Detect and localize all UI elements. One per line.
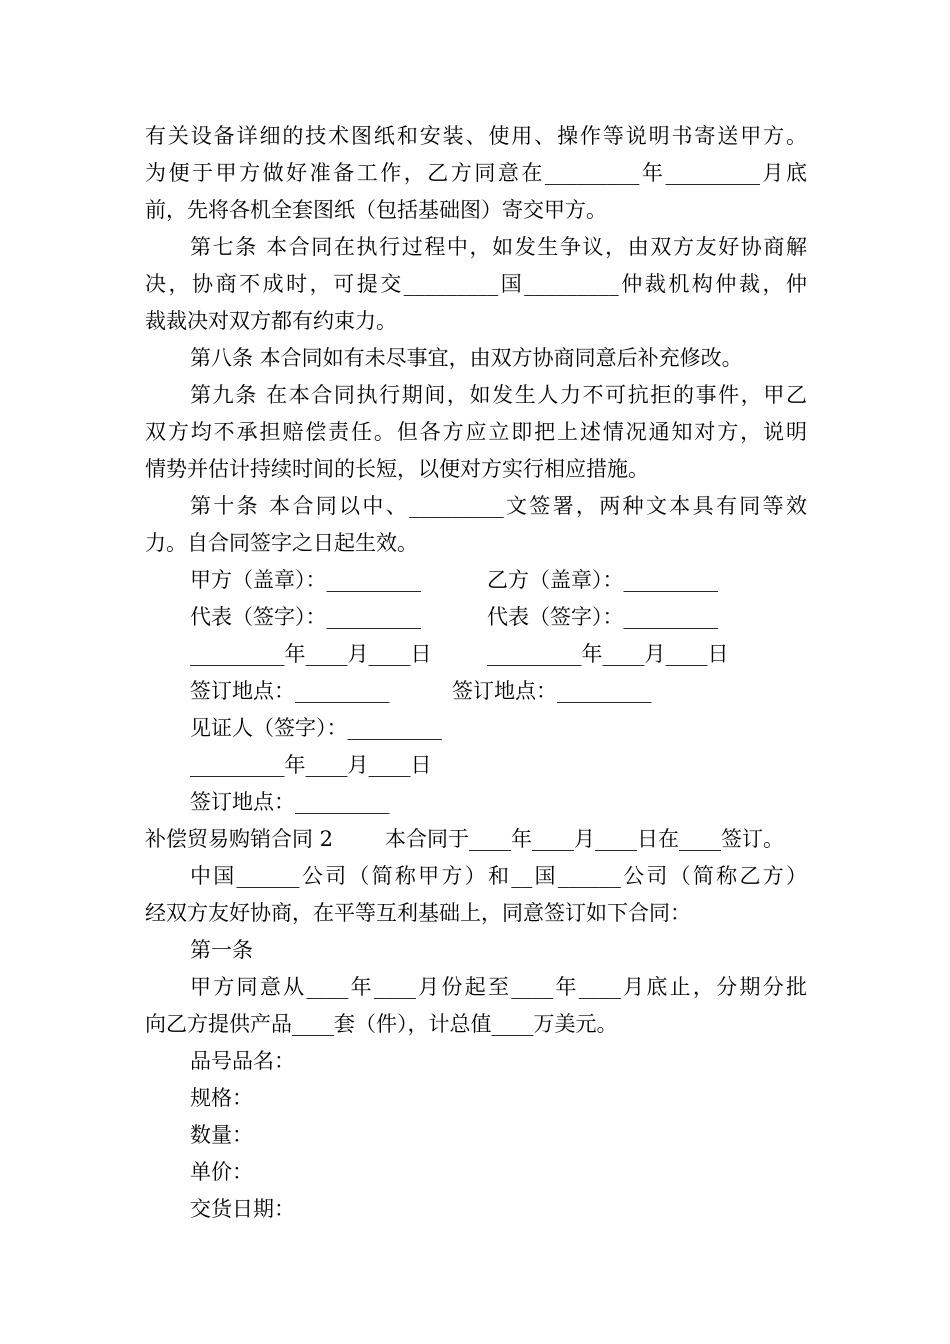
signature-row [190, 565, 807, 595]
field-product-name: 品号品名： [190, 1049, 295, 1073]
signature-row [190, 676, 807, 706]
text-line: 有关设备详细的技术图纸和安装、使用、操作等说明书寄送甲方。 [145, 124, 807, 148]
party-a-rep: 代表（签字）：_________ [190, 605, 421, 629]
field-quantity: 数量： [190, 1123, 253, 1147]
clause-1-heading: 第一条 [190, 938, 253, 962]
text-line: 双方均不承担赔偿责任。但各方应立即把上述情况通知对方，说明 [145, 420, 807, 444]
party-b-seal: 乙方（盖章）：_________ [487, 568, 718, 592]
text-line: 甲方同意从____年____月份起至____年____月底止，分期分批 [190, 975, 807, 999]
text-line: 经双方友好协商，在平等互利基础上，同意签订如下合同： [145, 901, 691, 925]
clause-10: 第十条 本合同以中、_________文签署，两种文本具有同等效 [190, 494, 807, 518]
witness-sign: 见证人（签字）：_________ [190, 716, 442, 740]
clause-8: 第八条 本合同如有未尽事宜，由双方协商同意后补充修改。 [190, 346, 743, 370]
text-line: 裁裁决对双方都有约束力。 [145, 309, 397, 333]
witness-date: _________年____月____日 [190, 753, 432, 777]
field-spec: 规格： [190, 1086, 253, 1110]
clause-9: 第九条 在本合同执行期间，如发生人力不可抗拒的事件，甲乙 [190, 383, 807, 407]
party-b-rep: 代表（签字）：_________ [487, 605, 718, 629]
signature-row [190, 602, 807, 632]
contract-heading-row [145, 824, 807, 854]
party-b-date: _________年____月____日 [487, 642, 729, 666]
contract-date-line: 本合同于____年____月____日在____签订。 [385, 827, 784, 851]
text-line: 力。自合同签字之日起生效。 [145, 531, 418, 555]
party-a-date: _________年____月____日 [190, 642, 432, 666]
text-line: 前，先将各机全套图纸（包括基础图）寄交甲方。 [145, 198, 607, 222]
field-delivery-date: 交货日期： [190, 1197, 295, 1221]
signature-row [190, 639, 807, 669]
party-b-place: 签订地点：_________ [452, 679, 652, 703]
text-line: 情势并估计持续时间的长短，以便对方实行相应措施。 [145, 457, 649, 481]
text-line: 为便于甲方做好准备工作，乙方同意在_________年_________月底 [145, 161, 807, 185]
text-line: 向乙方提供产品____套（件），计总值____万美元。 [145, 1012, 618, 1036]
field-unit-price: 单价： [190, 1160, 253, 1184]
text-line: 决，协商不成时，可提交_________国_________仲裁机构仲裁，仲 [145, 272, 807, 296]
party-a-seal: 甲方（盖章）：_________ [190, 568, 421, 592]
text-line: 中国______公司（简称甲方）和__国______公司（简称乙方） [190, 864, 807, 888]
witness-place: 签订地点：_________ [190, 790, 390, 814]
party-a-place: 签订地点：_________ [190, 679, 390, 703]
clause-7: 第七条 本合同在执行过程中，如发生争议，由双方友好协商解 [190, 235, 807, 259]
contract-title: 补偿贸易购销合同 2 [145, 827, 334, 851]
